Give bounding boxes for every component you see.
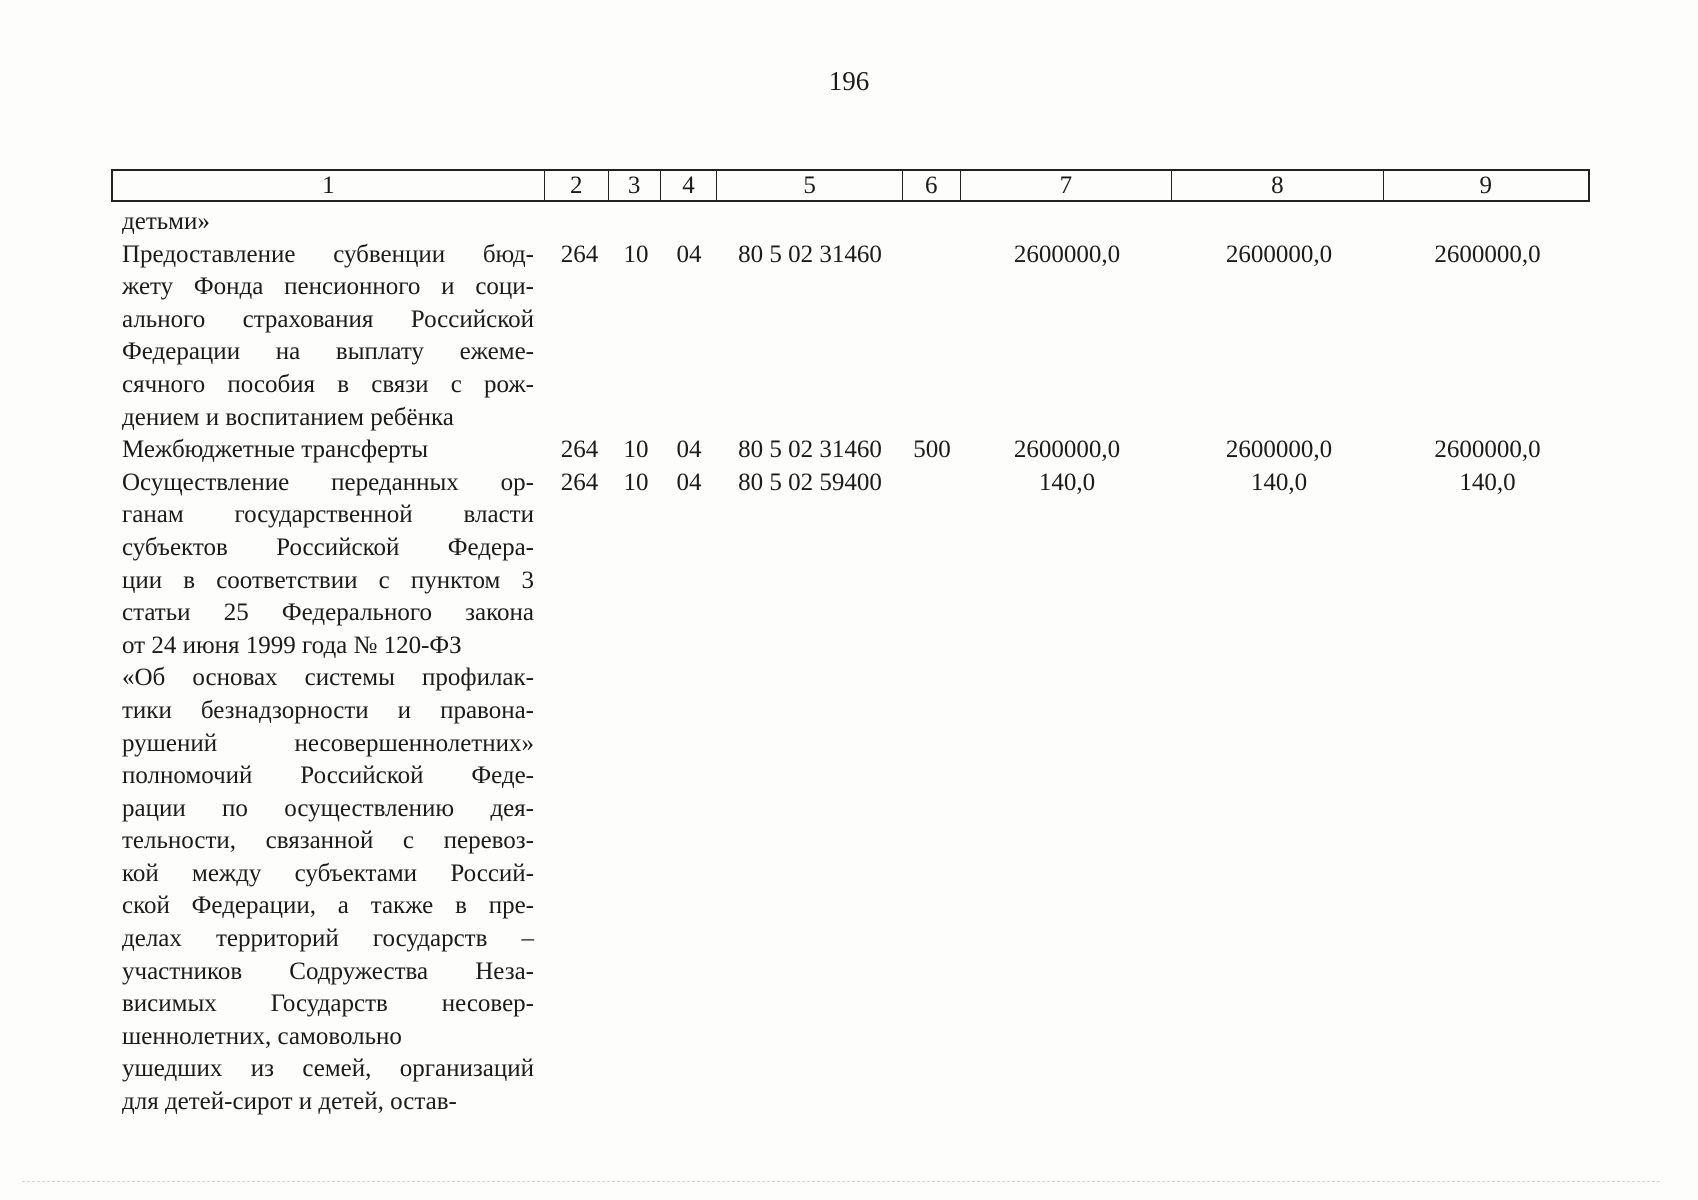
column-number-2: 2 bbox=[545, 171, 609, 200]
amount-year-3: 140,0 bbox=[1459, 468, 1516, 496]
description-line: субъектов Российской Федера- bbox=[122, 533, 534, 561]
row-description bbox=[122, 239, 534, 435]
description-line: рации по осуществлению дея- bbox=[122, 794, 534, 822]
description-line: ганам государственной власти bbox=[122, 501, 534, 529]
description-line: висимых Государств несовер- bbox=[122, 990, 534, 1018]
section-code: 264 bbox=[560, 436, 599, 464]
row-description bbox=[122, 434, 534, 467]
description-line: сячного пособия в связи с рож- bbox=[122, 370, 534, 398]
subsection-code: 10 bbox=[623, 468, 649, 496]
description-line: для детей-сирот и детей, остав- bbox=[122, 1088, 457, 1116]
description-line: Межбюджетные трансферты bbox=[122, 436, 429, 464]
description-line: Осуществление переданных ор- bbox=[122, 468, 534, 496]
column-number-9: 9 bbox=[1479, 171, 1493, 199]
description-line: ской Федерации, а также в пре- bbox=[122, 892, 534, 920]
amount-year-1: 2600000,0 bbox=[1013, 436, 1121, 464]
column-number-5: 5 bbox=[717, 171, 903, 200]
section-code: 264 bbox=[560, 240, 599, 268]
table-column-header bbox=[111, 169, 1590, 202]
description-line: от 24 июня 1999 года № 120-ФЗ bbox=[122, 631, 462, 659]
page-scan-border bbox=[22, 1181, 1660, 1182]
item-code: 04 bbox=[676, 240, 702, 268]
target-article-code: 80 5 02 31460 bbox=[738, 240, 882, 268]
table-body bbox=[122, 206, 1590, 1119]
description-line: тельности, связанной с перевоз- bbox=[122, 827, 534, 855]
table-row bbox=[122, 239, 1590, 435]
page-number: 196 bbox=[828, 66, 870, 96]
amount-year-2: 140,0 bbox=[1250, 468, 1308, 496]
row-description bbox=[122, 206, 534, 239]
amount-year-3: 2600000,0 bbox=[1434, 436, 1541, 464]
section-code: 264 bbox=[560, 468, 599, 496]
expense-type-code bbox=[903, 467, 961, 500]
description-line: ального страхования Российской bbox=[122, 305, 534, 333]
subsection-code: 10 bbox=[623, 240, 649, 268]
column-number-8: 8 bbox=[1172, 171, 1383, 200]
description-line: рушений несовершеннолетних» bbox=[122, 729, 534, 757]
description-line: детьми» bbox=[122, 208, 210, 235]
description-line: делах территорий государств – bbox=[122, 925, 534, 953]
item-code: 04 bbox=[676, 468, 702, 496]
description-line: «Об основах системы профилак- bbox=[122, 664, 534, 692]
amount-year-1: 2600000,0 bbox=[1013, 240, 1121, 268]
description-line: шеннолетних, самовольно bbox=[122, 1022, 402, 1050]
expense-type-code: 500 bbox=[913, 436, 951, 464]
description-line: ушедших из семей, организаций bbox=[122, 1055, 534, 1083]
target-article-code: 80 5 02 31460 bbox=[738, 436, 882, 464]
column-number-7: 7 bbox=[961, 171, 1172, 200]
description-line: полномочий Российской Феде- bbox=[122, 762, 534, 790]
expense-type-code bbox=[903, 239, 961, 272]
table-row bbox=[122, 206, 1590, 239]
column-number-4: 4 bbox=[661, 171, 718, 200]
description-line: жету Фонда пенсионного и соци- bbox=[122, 273, 534, 301]
item-code: 04 bbox=[676, 436, 702, 464]
row-description bbox=[122, 467, 534, 1119]
target-article-code: 80 5 02 59400 bbox=[738, 468, 882, 496]
column-number-3: 3 bbox=[609, 171, 661, 200]
description-line: Предоставление субвенции бюд- bbox=[122, 240, 534, 268]
amount-year-1: 140,0 bbox=[1038, 468, 1096, 496]
column-number-6: 6 bbox=[903, 171, 961, 200]
amount-year-2: 2600000,0 bbox=[1225, 436, 1333, 464]
description-line: тики безнадзорности и правона- bbox=[122, 696, 534, 724]
amount-year-3: 2600000,0 bbox=[1434, 240, 1541, 268]
amount-year-2: 2600000,0 bbox=[1225, 240, 1333, 268]
description-line: статьи 25 Федерального закона bbox=[122, 599, 534, 627]
subsection-code: 10 bbox=[623, 436, 649, 464]
description-line: ции в соответствии с пунктом 3 bbox=[122, 566, 534, 594]
description-line: кой между субъектами Россий- bbox=[122, 859, 534, 887]
description-line: Федерации на выплату ежеме- bbox=[122, 338, 534, 366]
table-row bbox=[122, 467, 1590, 1119]
description-line: дением и воспитанием ребёнка bbox=[122, 403, 454, 431]
description-line: участников Содружества Неза- bbox=[122, 957, 534, 985]
table-row bbox=[122, 434, 1590, 467]
column-number-1: 1 bbox=[113, 171, 545, 200]
